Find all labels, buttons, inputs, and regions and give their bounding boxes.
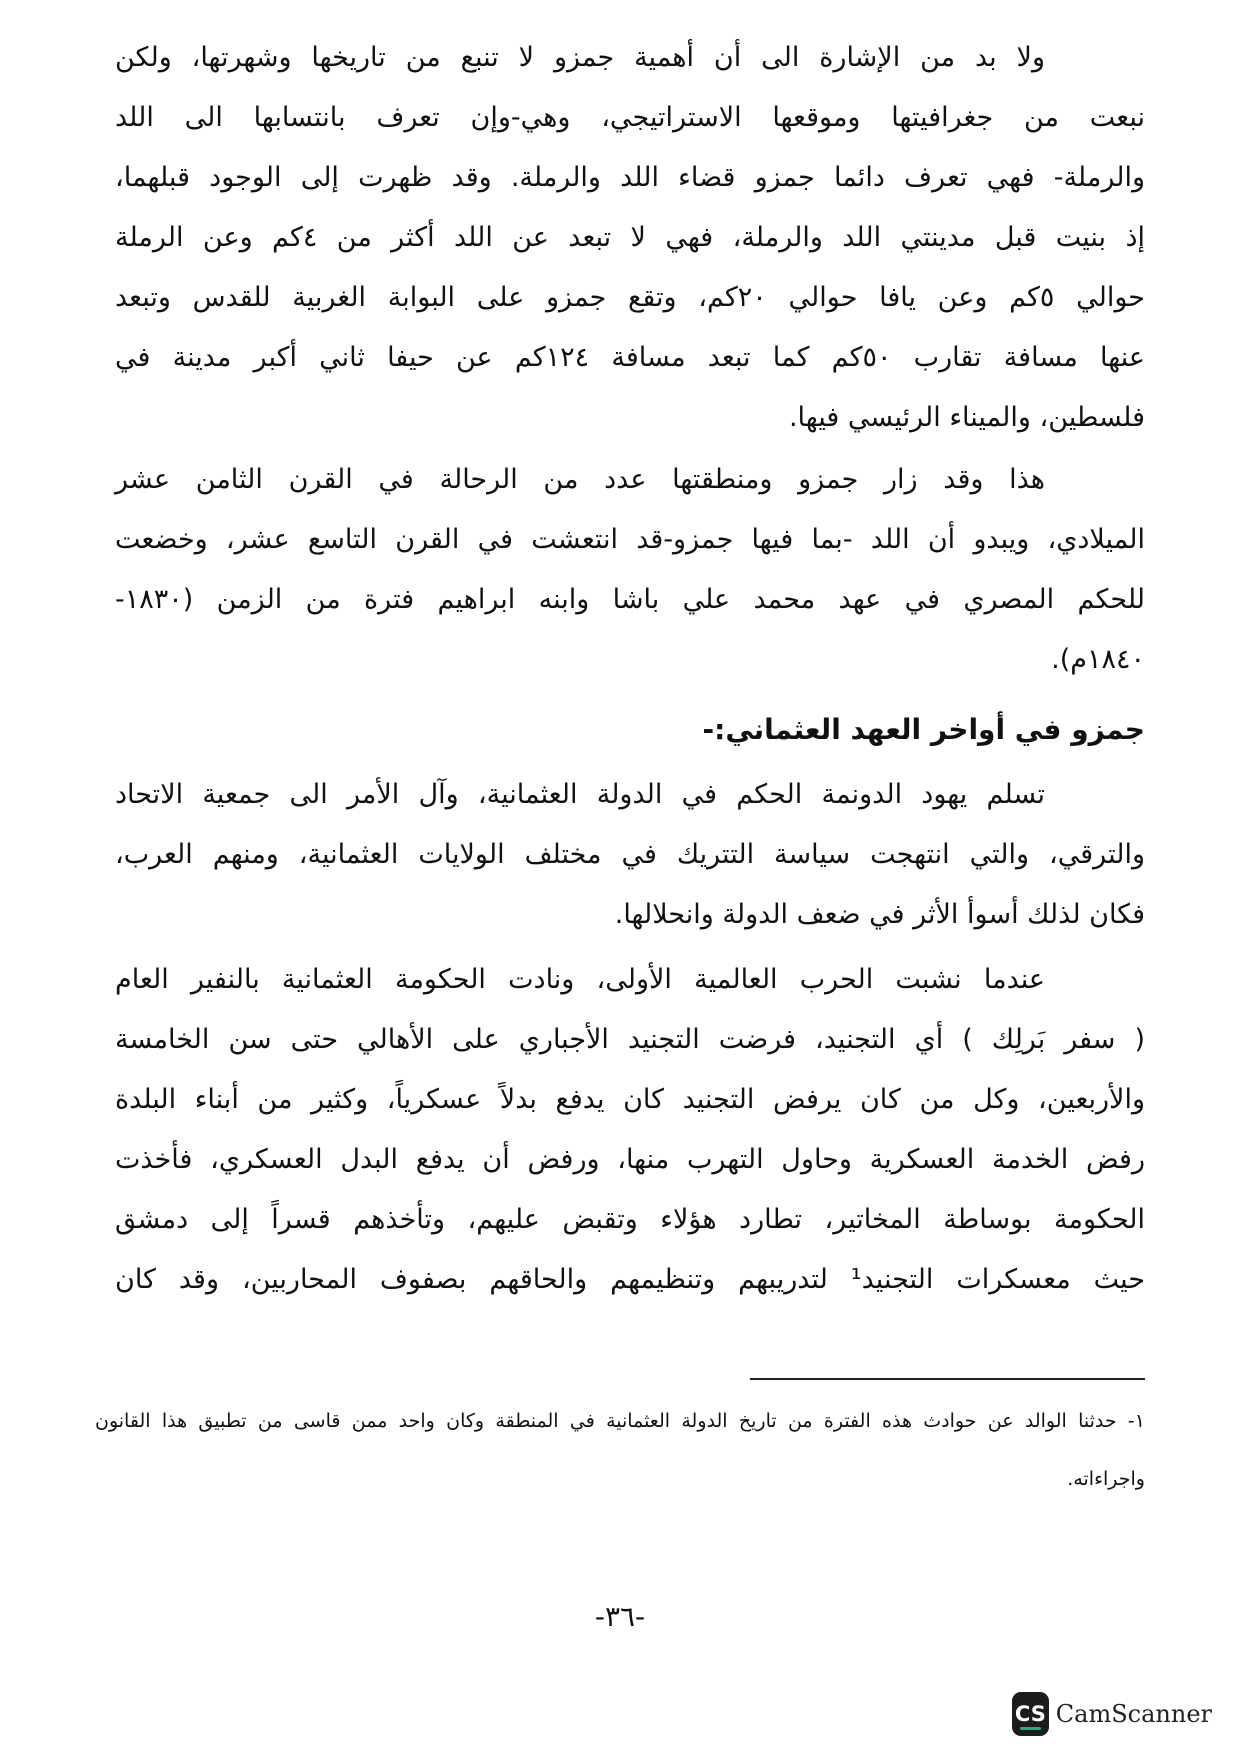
text-line: الحكومة بوساطة المخاتير، تطارد هؤلاء وتقبض عليهم، وتأخذهم قسراً إلى دمشق xyxy=(115,1204,1145,1235)
text-line: رفض الخدمة العسكرية وحاول التهرب منها، ورفض أن يدفع البدل العسكري، فأخذت xyxy=(115,1144,1145,1175)
paragraph-1 xyxy=(115,28,1145,448)
footnote xyxy=(95,1392,1145,1508)
text-line: هذا وقد زار جمزو ومنطقتها عدد من الرحالة في القرن الثامن عشر xyxy=(115,464,1045,495)
text-line: ولا بد من الإشارة الى أن أهمية جمزو لا تنبع من تاريخها وشهرتها، ولكن xyxy=(115,42,1045,73)
text-line: تسلم يهود الدونمة الحكم في الدولة العثمانية، وآل الأمر الى جمعية الاتحاد xyxy=(115,779,1045,810)
text-line: إذ بنيت قبل مدينتي اللد والرملة، فهي لا تبعد عن اللد أكثر من ٤كم وعن الرملة xyxy=(115,222,1146,253)
camscanner-watermark xyxy=(1012,1690,1212,1738)
text-line: والأربعين، وكل من كان يرفض التجنيد كان يدفع بدلاً عسكرياً، وكثير من أبناء البلدة xyxy=(115,1084,1145,1115)
text-line: للحكم المصري في عهد محمد علي باشا وابنه ابراهيم فترة من الزمن (١٨٣٠- xyxy=(115,584,1145,615)
text-line: نبعت من جغرافيتها وموقعها الاستراتيجي، وهي-وإن تعرف بانتسابها الى اللد xyxy=(115,102,1145,133)
footnote-line: واجراءاته. xyxy=(1067,1468,1145,1490)
paragraph-2 xyxy=(115,450,1145,690)
section-heading-block xyxy=(115,700,1145,760)
text-line: فكان لذلك أسوأ الأثر في ضعف الدولة وانحلالها. xyxy=(614,899,1145,930)
text-line: ١٨٤٠م). xyxy=(1051,644,1145,675)
camscanner-logo-icon: CS xyxy=(1012,1692,1049,1736)
text-line: فلسطين، والميناء الرئيسي فيها. xyxy=(788,402,1145,433)
page-number: -٣٦- xyxy=(594,1600,646,1633)
section-heading: جمزو في أواخر العهد العثماني:- xyxy=(702,713,1145,746)
text-line: الميلادي، ويبدو أن اللد -بما فيها جمزو-قد انتعشت في القرن التاسع عشر، وخضعت xyxy=(115,524,1145,555)
paragraph-4 xyxy=(115,950,1145,1310)
text-line: عندما نشبت الحرب العالمية الأولى، ونادت الحكومة العثمانية بالنفير العام xyxy=(115,964,1045,995)
text-line: والترقي، والتي انتهجت سياسة التتريك في مختلف الولايات العثمانية، ومنهم العرب، xyxy=(115,839,1145,870)
footnote-line: ١- حدثنا الوالد عن حوادث هذه الفترة من تاريخ الدولة العثمانية في المنطقة وكان واحد ممن قاسى من تطبيق هذا القانون xyxy=(95,1410,1145,1432)
paragraph-3 xyxy=(115,765,1145,945)
text-line: ( سفر بَرلِك ) أي التجنيد، فرضت التجنيد الأجباري على الأهالي حتى سن الخامسة xyxy=(115,1024,1145,1055)
text-line: حوالي ٥كم وعن يافا حوالي ٢٠كم، وتقع جمزو على البوابة الغربية للقدس وتبعد xyxy=(115,282,1145,313)
text-line: عنها مسافة تقارب ٥٠كم كما تبعد مسافة ١٢٤كم عن حيفا ثاني أكبر مدينة في xyxy=(115,342,1145,373)
text-line: حيث معسكرات التجنيد¹ لتدريبهم وتنظيمهم والحاقهم بصفوف المحاربين، وقد كان xyxy=(115,1264,1146,1295)
text-line: والرملة- فهي تعرف دائما جمزو قضاء اللد والرملة. وقد ظهرت إلى الوجود قبلهما، xyxy=(115,162,1145,193)
footnote-divider xyxy=(750,1378,1145,1380)
camscanner-label: CamScanner xyxy=(1055,1700,1212,1728)
